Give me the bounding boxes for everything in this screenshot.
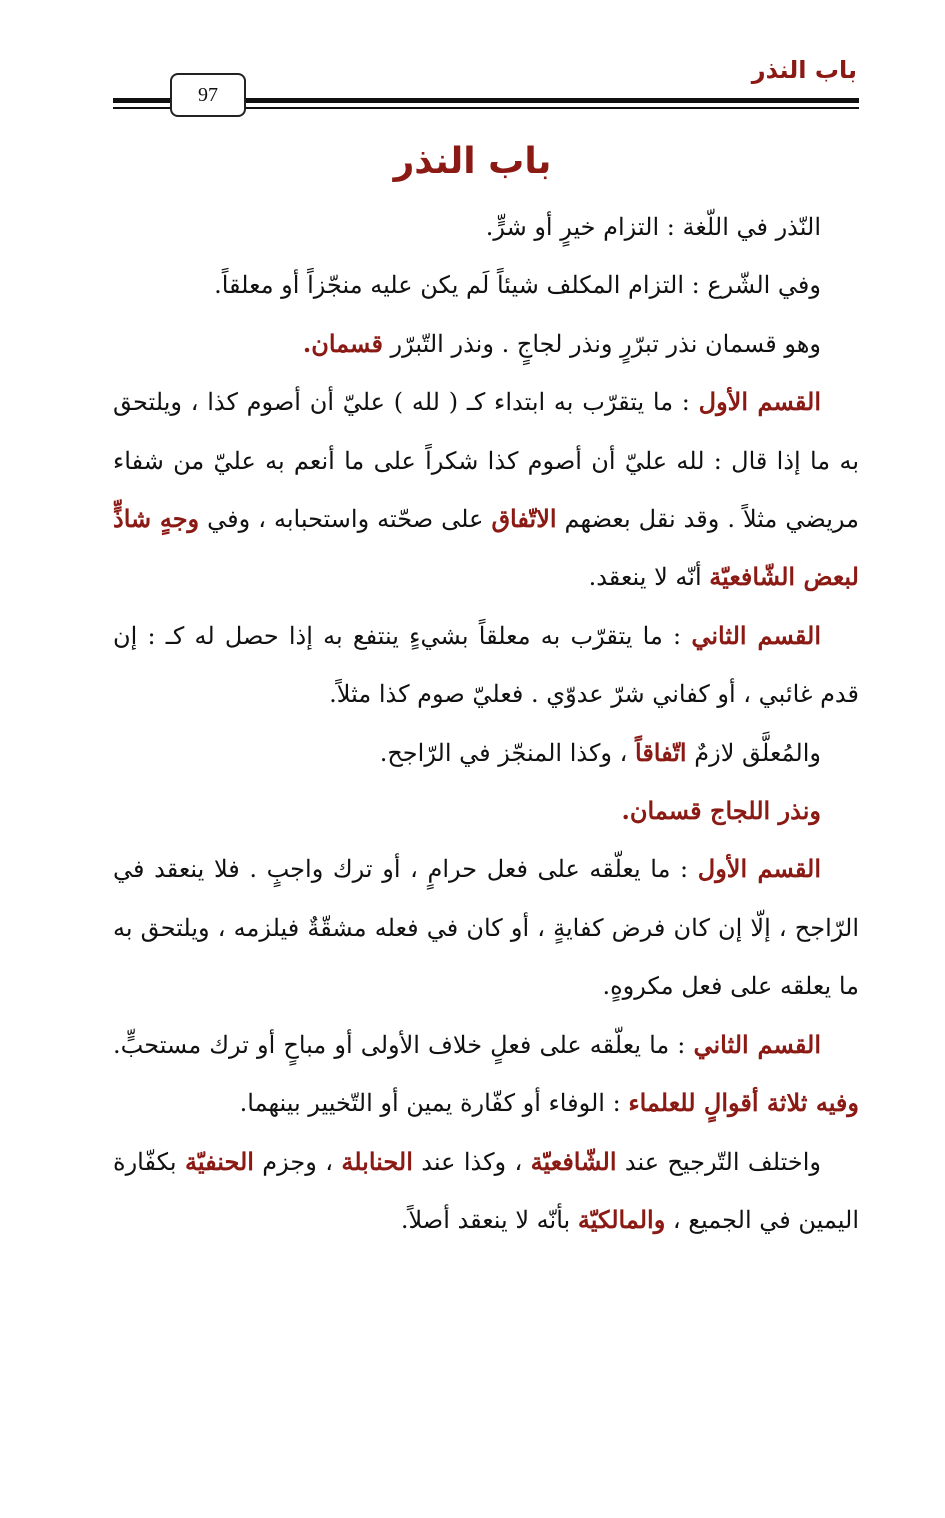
running-title: باب النذر [751, 56, 857, 84]
text-run: ، وجزم [253, 1147, 342, 1176]
text-run: واختلف التّرجيح عند [616, 1147, 821, 1176]
text-run: أنّه لا ينعقد. [588, 563, 710, 592]
text-run: : ما يعلّقه على فعلٍ خلاف الأولى أو مباحٍ أو ترك مستحبٍّ. [113, 1030, 694, 1059]
highlighted-term: قسمان. [302, 328, 383, 358]
page-body [113, 198, 859, 1249]
paragraph [113, 256, 859, 314]
text-run: على صحّته واستحبابه ، وفي [199, 505, 492, 534]
text-run: بأنّه لا ينعقد أصلاً. [400, 1205, 578, 1234]
paragraph [113, 315, 859, 373]
text-run: بكفّارة اليمين في الجميع ، [113, 1147, 859, 1234]
text-run: : ما يعلّقه على فعل حرامٍ ، أو ترك واجبٍ . فلا ينعقد في الرّاجح ، إلّا إن كان فرض كفايةٍ ، أو كان في فعله مشقّةٌ فيلزمه ، ويلتحق به ما يعلقه على فعل مكروهٍ. [113, 855, 859, 1001]
paragraph [113, 782, 859, 840]
page-number: 97 [198, 83, 218, 106]
highlighted-term: اتّفاقاً [635, 737, 687, 767]
highlighted-term: القسم الثاني [693, 1029, 822, 1059]
text-run: وفي الشّرع : التزام المكلف شيئاً لَم يكن عليه منجّزاً أو معلقاً. [214, 271, 821, 300]
paragraph [113, 373, 859, 607]
highlighted-term: ونذر اللجاج قسمان. [621, 796, 821, 826]
highlighted-term: الشّافعيّة [530, 1146, 617, 1176]
highlighted-term: القسم الأول [698, 387, 821, 417]
paragraph [113, 1016, 859, 1133]
highlighted-term: القسم الثاني [691, 620, 822, 650]
page-header [0, 0, 945, 130]
paragraph [113, 724, 859, 782]
text-run: وهو قسمان نذر تبرّرٍ ونذر لجاجٍ . ونذر التّبرّر [382, 329, 821, 358]
text-run: ، وكذا المنجّز في الرّاجح. [379, 738, 636, 767]
paragraph [113, 840, 859, 1015]
highlighted-term: وفيه ثلاثة أقوالٍ للعلماء [628, 1088, 859, 1118]
highlighted-term: الحنابلة [341, 1146, 413, 1176]
text-run: : ما يتقرّب به ابتداء كـ ( لله ) عليّ أن أصوم كذا ، ويلتحق به ما إذا قال : لله عليّ أن أصوم كذا شكراً على ما أنعم به عليّ من شفاء مريضي مثلاً . وقد نقل بعضهم [113, 388, 859, 534]
paragraph [113, 607, 859, 724]
text-run: : ما يتقرّب به معلقاً بشيءٍ ينتفع به إذا حصل له كـ : إن قدم غائبي ، أو كفاني شرّ عدوّي . فعليّ صوم كذا مثلاً. [113, 621, 859, 709]
highlighted-term: الحنفيّة [184, 1146, 254, 1176]
highlighted-term: والمالكيّة [577, 1204, 666, 1234]
text-run: والمُعلَّق لازمٌ [686, 738, 821, 767]
text-run: : الوفاء أو كفّارة يمين أو التّخيير بينهما. [239, 1089, 629, 1118]
paragraph [113, 198, 859, 256]
highlighted-term: الاتّفاق [491, 504, 557, 534]
highlighted-term: القسم الأول [697, 854, 821, 884]
chapter-title: باب النذر [393, 141, 552, 182]
paragraph [113, 1133, 859, 1250]
page-number-box [170, 73, 246, 117]
text-run: ، وكذا عند [412, 1147, 531, 1176]
text-run: النّذر في اللّغة : التزام خيرٍ أو شرٍّ. [485, 213, 821, 241]
highlighted-term: وجهٍ شاذٍّ لبعض الشّافعيّة [113, 504, 859, 592]
